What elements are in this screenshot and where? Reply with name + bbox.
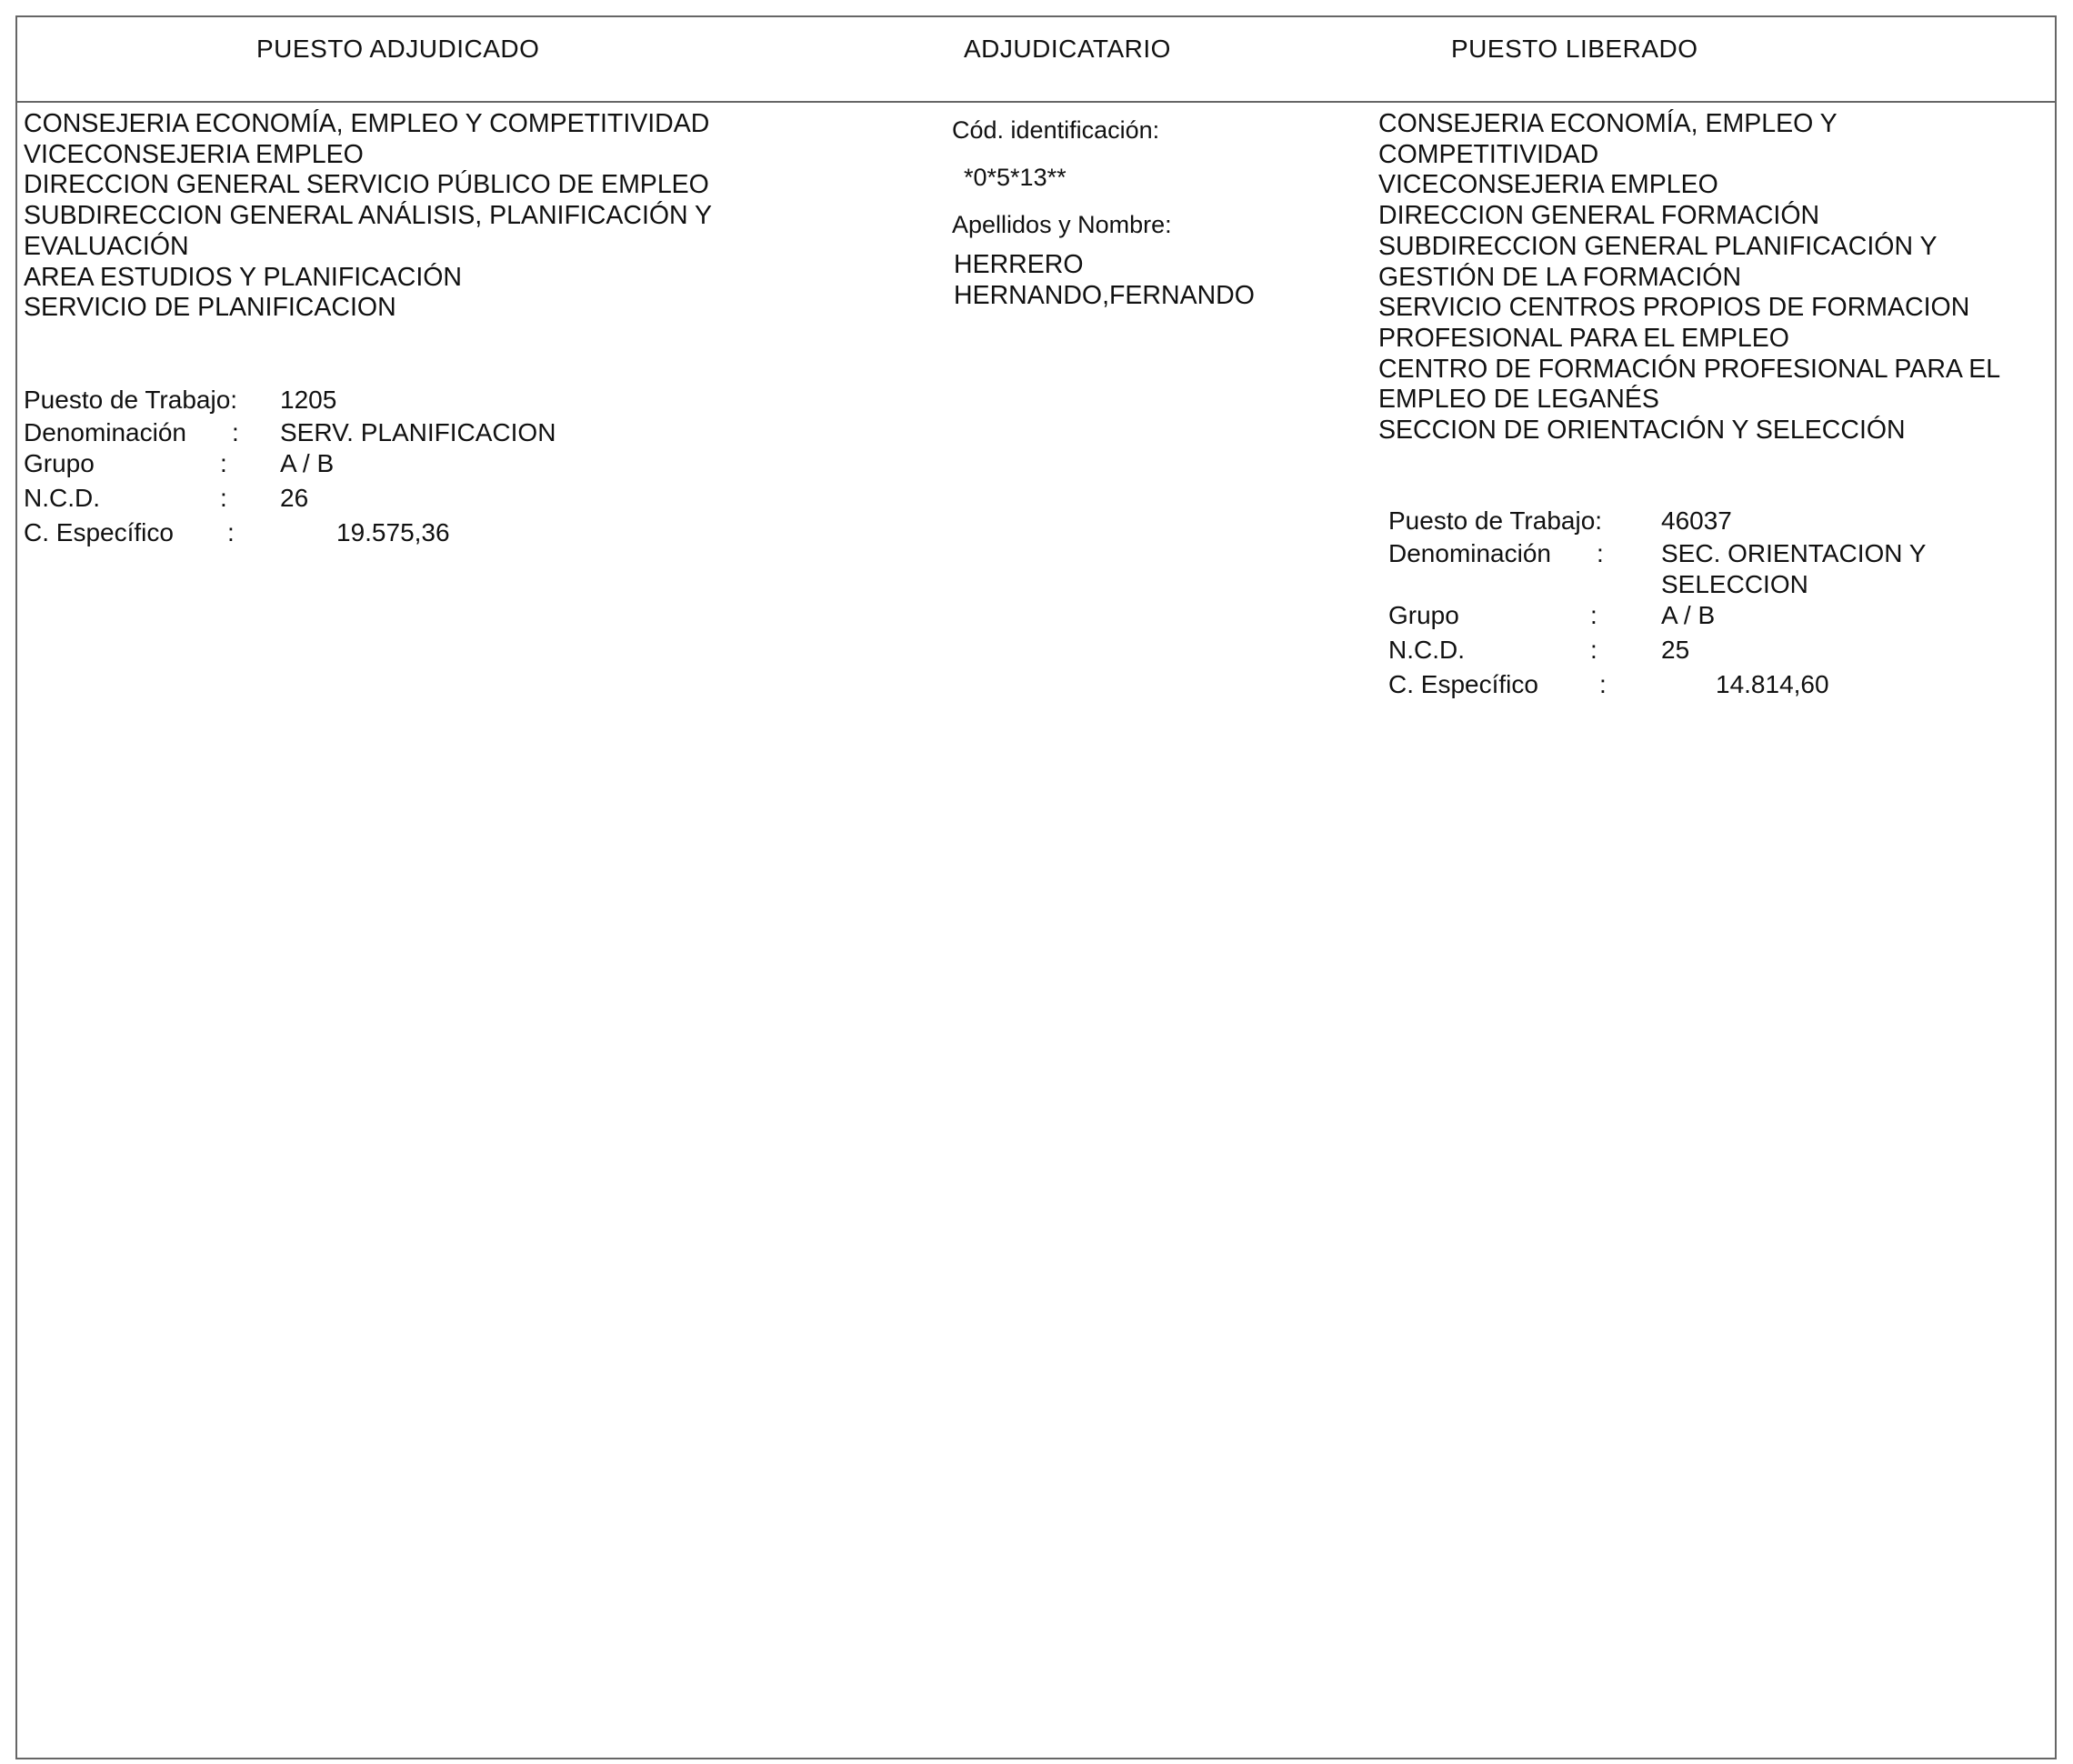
- cod-identificacion-label: Cód. identificación:: [952, 116, 1160, 144]
- colon: :: [220, 484, 227, 512]
- denominacion-value-cont: SELECCION: [1661, 570, 1808, 598]
- org-line: SUBDIRECCION GENERAL ANÁLISIS, PLANIFICACIÓN Y: [24, 201, 713, 231]
- org-line: SERVICIO CENTROS PROPIOS DE FORMACION: [1378, 293, 1970, 323]
- org-line: PROFESIONAL PARA EL EMPLEO: [1378, 323, 1789, 353]
- org-line: DIRECCION GENERAL FORMACIÓN: [1378, 201, 1820, 231]
- especifico-value: 19.575,36: [336, 518, 450, 546]
- colon: :: [232, 418, 239, 446]
- denominacion-label: Denominación: [24, 418, 186, 446]
- org-line: VICECONSEJERIA EMPLEO: [1378, 170, 1718, 200]
- grupo-value: A / B: [280, 449, 335, 477]
- puesto-value: 1205: [280, 386, 337, 414]
- grupo-label: Grupo: [1388, 601, 1459, 629]
- ncd-value: 26: [280, 484, 309, 512]
- org-line: COMPETITIVIDAD: [1378, 139, 1599, 169]
- org-line: EMPLEO DE LEGANÉS: [1378, 385, 1659, 415]
- colon: :: [227, 518, 235, 546]
- colon: :: [220, 449, 227, 477]
- puesto-label: Puesto de Trabajo:: [24, 386, 238, 414]
- puesto-label: Puesto de Trabajo:: [1388, 506, 1603, 535]
- org-line: CENTRO DE FORMACIÓN PROFESIONAL PARA EL: [1378, 354, 2001, 384]
- org-line: VICECONSEJERIA EMPLEO: [24, 139, 364, 169]
- org-line: DIRECCION GENERAL SERVICIO PÚBLICO DE EMPLEO: [24, 170, 709, 200]
- name-line: HERRERO: [954, 250, 1084, 279]
- grupo-label: Grupo: [24, 449, 95, 477]
- header-adjudicatario: ADJUDICATARIO: [964, 35, 1171, 63]
- especifico-label: C. Específico: [1388, 670, 1538, 698]
- colon: :: [1599, 670, 1607, 698]
- denominacion-value: SEC. ORIENTACION Y: [1661, 539, 1927, 567]
- org-line: SECCION DE ORIENTACIÓN Y SELECCIÓN: [1378, 416, 1906, 446]
- especifico-value: 14.814,60: [1716, 670, 1829, 698]
- grupo-value: A / B: [1661, 601, 1716, 629]
- ncd-value: 25: [1661, 636, 1690, 664]
- ncd-label: N.C.D.: [1388, 636, 1465, 664]
- liberado-org-block: [1378, 109, 2000, 446]
- header-puesto-liberado: PUESTO LIBERADO: [1451, 35, 1698, 63]
- org-line: CONSEJERIA ECONOMÍA, EMPLEO Y: [1378, 109, 1838, 138]
- org-line: SUBDIRECCION GENERAL PLANIFICACIÓN Y: [1378, 231, 1938, 261]
- org-line: AREA ESTUDIOS Y PLANIFICACIÓN: [24, 262, 462, 292]
- name-line: HERNANDO,FERNANDO: [954, 281, 1255, 310]
- org-line: GESTIÓN DE LA FORMACIÓN: [1378, 262, 1742, 292]
- denominacion-label: Denominación: [1388, 539, 1551, 567]
- ncd-label: N.C.D.: [24, 484, 100, 512]
- puesto-value: 46037: [1661, 506, 1732, 535]
- colon: :: [1590, 601, 1597, 629]
- especifico-label: C. Específico: [24, 518, 174, 546]
- colon: :: [1590, 636, 1597, 664]
- colon: :: [1597, 539, 1604, 567]
- cod-identificacion-value: *0*5*13**: [964, 164, 1067, 191]
- header-puesto-adjudicado: PUESTO ADJUDICADO: [256, 35, 540, 63]
- denominacion-value: SERV. PLANIFICACION: [280, 418, 556, 446]
- header-divider: [15, 101, 2057, 103]
- apellidos-nombre-label: Apellidos y Nombre:: [952, 211, 1172, 238]
- org-line: EVALUACIÓN: [24, 231, 189, 261]
- org-line: SERVICIO DE PLANIFICACION: [24, 293, 396, 323]
- org-line: CONSEJERIA ECONOMÍA, EMPLEO Y COMPETITIVIDAD: [24, 109, 710, 138]
- adjudicado-org-block: [24, 109, 712, 324]
- adjudicatario-name: [954, 249, 1255, 311]
